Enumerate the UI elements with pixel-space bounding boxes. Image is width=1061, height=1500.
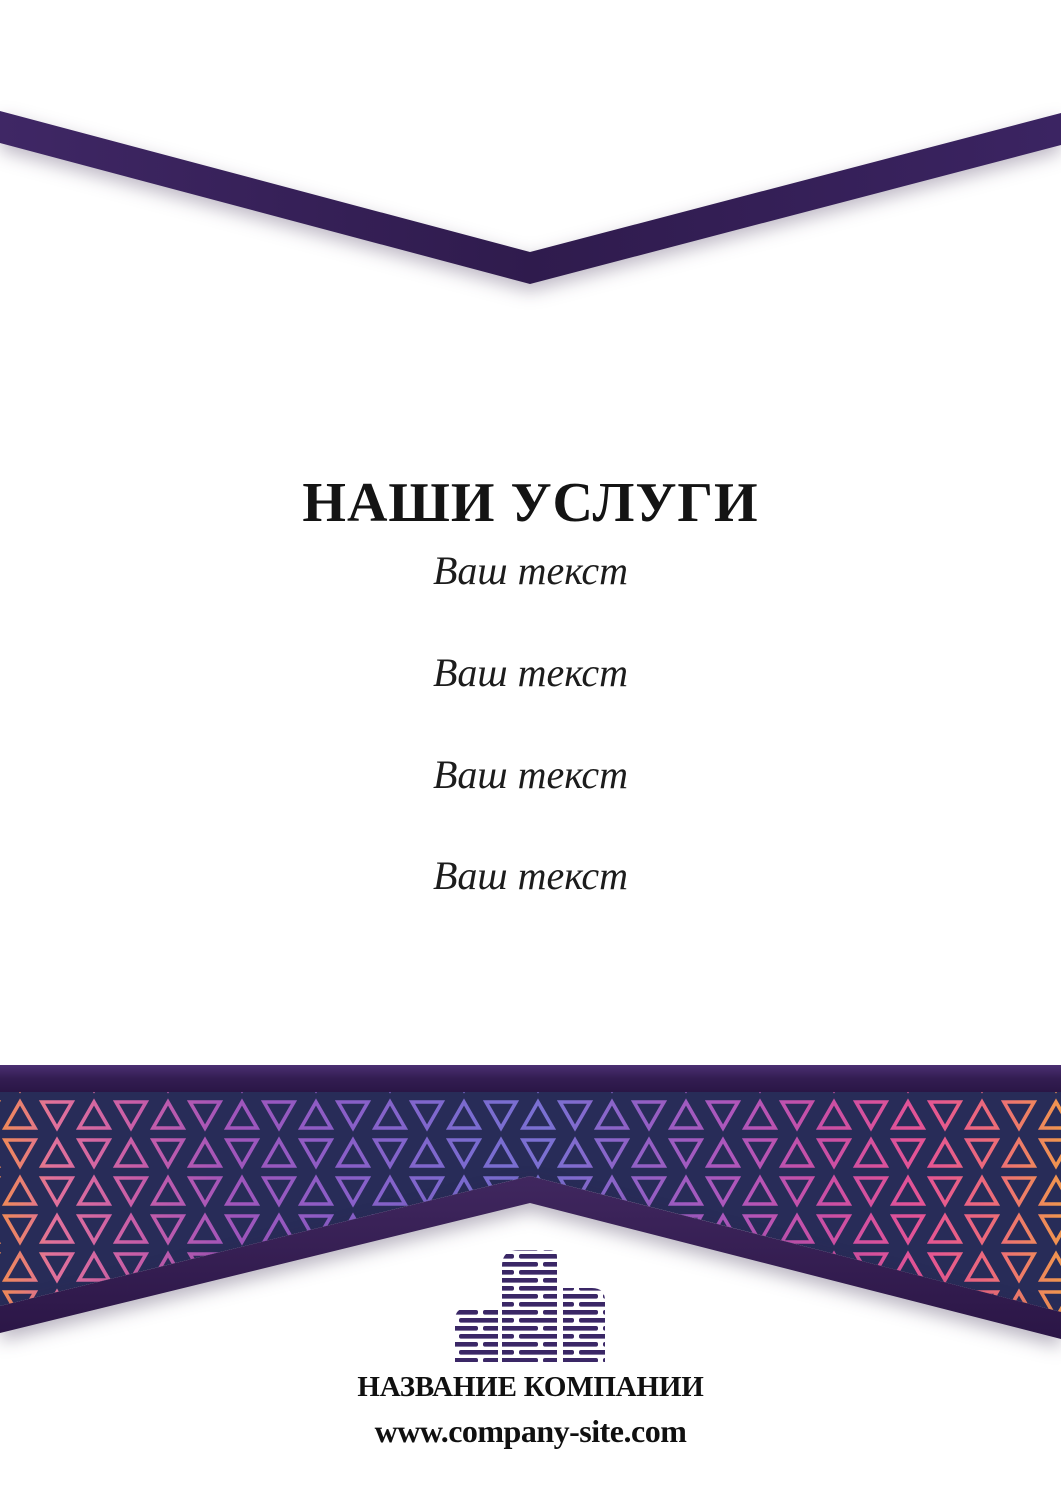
logo-building-center <box>502 1250 557 1362</box>
website-url: www.company-site.com <box>374 1413 687 1449</box>
company-name: НАЗВАНИЕ КОМПАНИИ <box>357 1371 704 1403</box>
service-item: Ваш текст <box>432 548 629 593</box>
logo-building-left <box>455 1308 498 1362</box>
service-item: Ваш текст <box>432 853 629 898</box>
logo-building-right <box>563 1288 605 1362</box>
banner-top-bar <box>0 1065 1061 1092</box>
service-item: Ваш текст <box>432 752 629 797</box>
chevron-stripe <box>0 111 1061 284</box>
page-title: НАШИ УСЛУГИ <box>302 471 759 534</box>
service-item: Ваш текст <box>432 650 629 695</box>
top-chevron-decoration <box>0 0 1061 330</box>
buildings-logo-icon <box>440 1246 620 1366</box>
